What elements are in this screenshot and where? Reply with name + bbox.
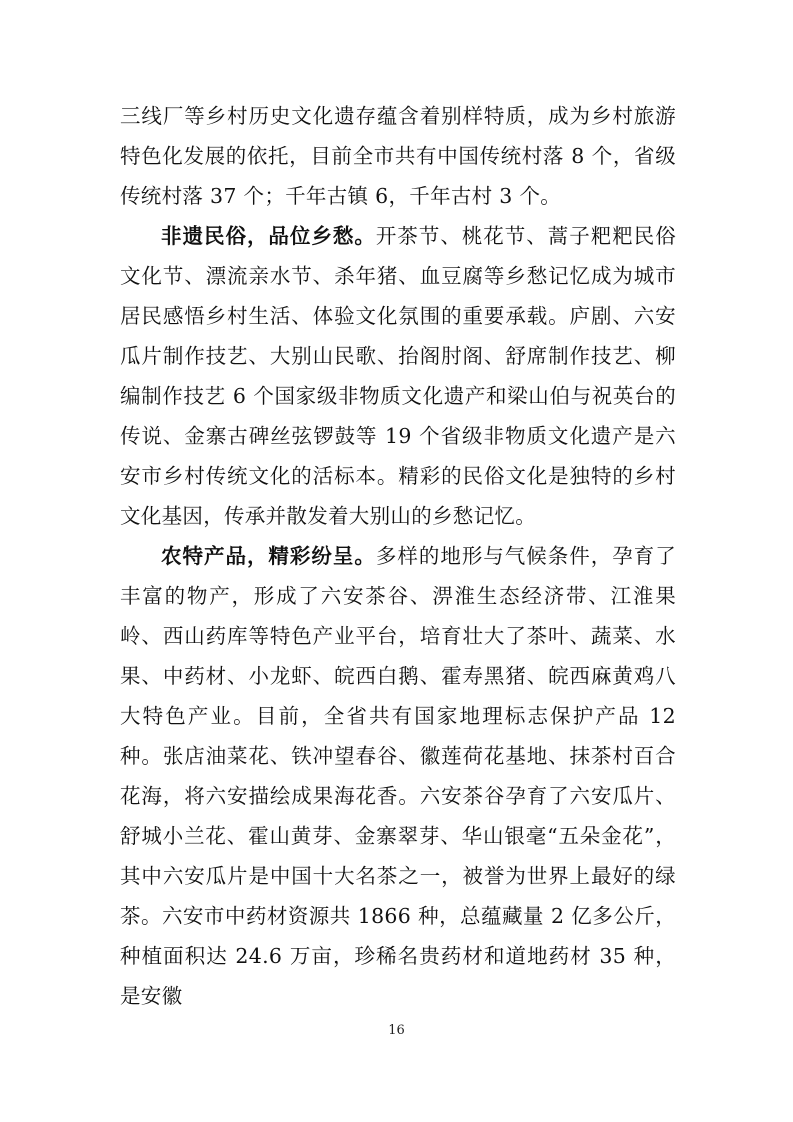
paragraph-text: 开茶节、桃花节、蒿子粑粑民俗文化节、漂流亲水节、杀年猪、血豆腐等乡愁记忆成为城市居民感悟乡村生活、体验文化氛围的重要承载。庐剧、六安瓜片制作技艺、大别山民歌、抬阁肘阁、舒席制作技艺、柳编制作技艺 6 个国家级非物质文化遗产和梁山伯与祝英台的传说、金寨古碑丝弦锣鼓等 19 个省级非物质文化遗产是六安市乡村传统文化的活标本。精彩的民俗文化是独特的乡村文化基因，传承并散发着大别山的乡愁记忆。 [120,224,677,528]
paragraph-heading: 农特产品，精彩纷呈。 [161,544,376,568]
body-text [120,96,676,1016]
paragraph-text: 多样的地形与气候条件，孕育了丰富的物产，形成了六安茶谷、淠淮生态经济带、江淮果岭、西山药库等特色产业平台，培育壮大了茶叶、蔬菜、水果、中药材、小龙虾、皖西白鹅、霍寿黑猪、皖西麻黄鸡八大特色产业。目前，全省共有国家地理标志保护产品 12 种。张店油菜花、铁冲望春谷、徽莲荷花基地、抹茶村百合花海，将六安描绘成果海花香。六安茶谷孕育了六安瓜片、舒城小兰花、霍山黄芽、金寨翠芽、华山银毫“五朵金花”，其中六安瓜片是中国十大名茶之一，被誉为世界上最好的绿茶。六安市中药材资源共 1866 种，总蕴藏量 2 亿多公斤，种植面积达 24.6 万亩，珍稀名贵药材和道地药材 35 种，是安徽 [120,544,677,1008]
paragraph-continued [120,96,676,216]
paragraph-heading: 非遗民俗，品位乡愁。 [161,224,376,248]
paragraph-intangible-heritage [120,216,676,536]
page-number: 16 [388,1023,405,1038]
paragraph-agricultural-products [120,536,676,1016]
paragraph-text: 三线厂等乡村历史文化遗存蕴含着别样特质，成为乡村旅游特色化发展的依托，目前全市共有中国传统村落 8 个，省级传统村落 37 个；千年古镇 6，千年古村 3 个。 [120,104,676,208]
